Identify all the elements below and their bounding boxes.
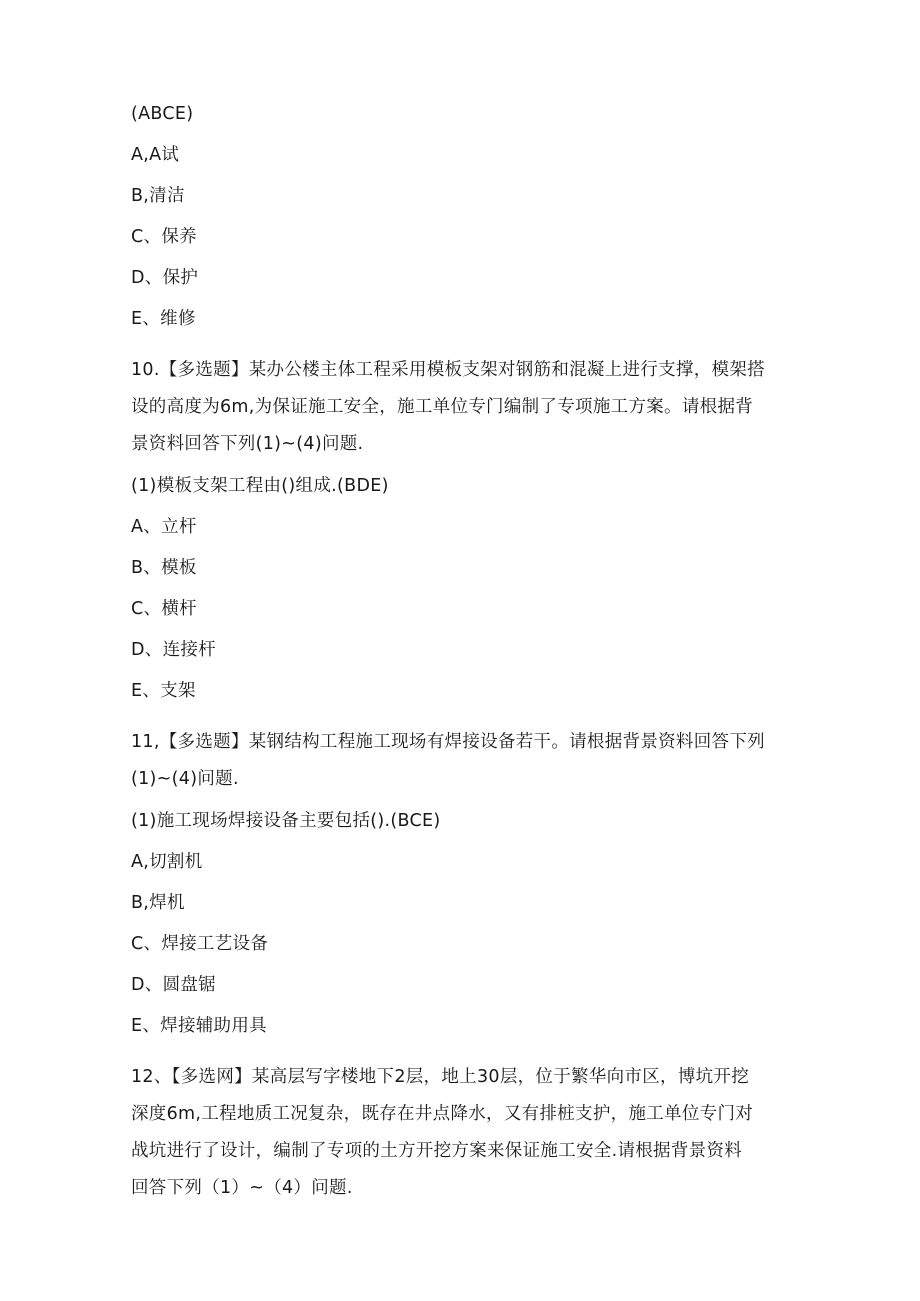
question-stem-line: 10.【多选题】某办公楼主体工程采用模板支架对钢筋和混凝上进行支撑，模架搭 [131,360,765,380]
option-e: E、焊接辅助用具 [131,1016,267,1036]
option-a: A,切割机 [131,852,203,872]
answer-line: (ABCE) [131,104,194,124]
option-a: A,A试 [131,145,180,165]
question-stem-line: 回答下列（1）~（4）问题. [131,1178,353,1198]
option-a: A、立杆 [131,517,197,537]
option-d: D、保护 [131,268,199,288]
option-c: C、横杆 [131,599,197,619]
question-stem-line: 深度6m,工程地质工况复杂，既存在井点降水，又有排桩支护，施工单位专门对 [131,1104,754,1124]
option-d: D、圆盘锯 [131,975,216,995]
option-c: C、保养 [131,227,197,247]
sub-question: (1)施工现场焊接设备主要包括().(BCE) [131,811,441,831]
option-e: E、维修 [131,309,196,329]
option-b: B、模板 [131,558,197,578]
sub-question: (1)模板支架工程由()组成.(BDE) [131,476,389,496]
option-b: B,清洁 [131,186,185,206]
question-stem-line: 景资料回答下列(1)~(4)问题. [131,434,364,454]
question-stem-line: (1)~(4)问题. [131,769,239,789]
question-stem-line: 战坑进行了设计，编制了专项的土方开挖方案来保证施工安全.请根据背景资料 [131,1141,743,1161]
option-b: B,焊机 [131,893,185,913]
option-c: C、焊接工艺设备 [131,934,269,954]
question-stem-line: 11,【多选题】某钢结构工程施工现场有焊接设备若干。请根据背景资料回答下列 [131,732,765,752]
option-d: D、连接杆 [131,640,216,660]
question-stem-line: 12、【多选网】某高层写字楼地下2层，地上30层，位于繁华向市区，博坑开挖 [131,1067,750,1087]
question-stem-line: 设的高度为6m,为保证施工安全，施工单位专门编制了专项施工方案。请根据背 [131,397,754,417]
option-e: E、支架 [131,681,196,701]
